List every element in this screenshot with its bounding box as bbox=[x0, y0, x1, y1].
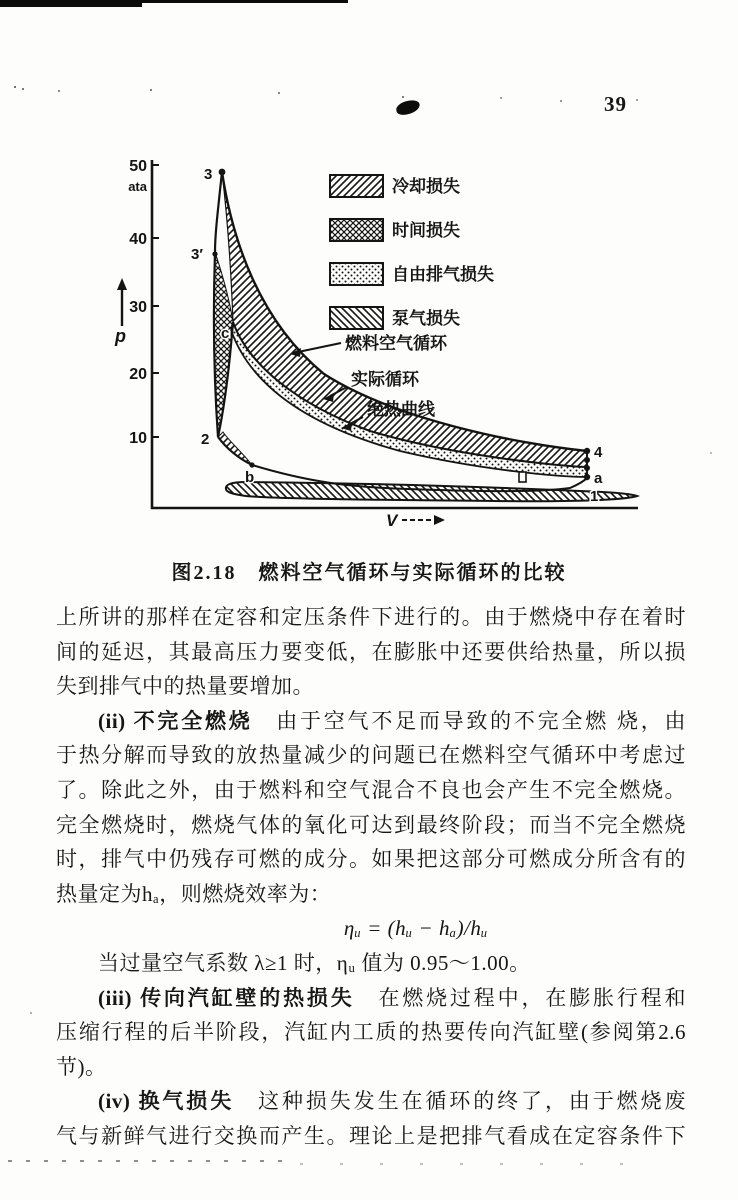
legend-swatch-exhaust bbox=[330, 263, 383, 285]
y-axis-label: p bbox=[115, 326, 126, 346]
point-label-1: 1 bbox=[590, 488, 599, 505]
text-line: 间的延迟，其最高压力要变低，在膨胀中还要供给热量，所以损 bbox=[56, 639, 686, 664]
annotation-actual-cycle: 实际循环 bbox=[351, 370, 419, 389]
text-line: 当过量空气系数 λ≥1 时，ηᵤ 值为 0.95～1.00。 bbox=[98, 950, 531, 975]
point-d-marker bbox=[519, 472, 526, 482]
point-label-3p: 3′ bbox=[191, 246, 203, 263]
text-line: 热量定为hₐ，则燃烧效率为： bbox=[56, 881, 332, 906]
scan-artifact-top-strip bbox=[0, 0, 142, 7]
x-axis-label: V bbox=[386, 511, 398, 530]
right-dot-3 bbox=[584, 465, 590, 471]
text-line: 压缩行程的后半阶段，汽缸内工质的热要传向汽缸壁(参阅第2.6 bbox=[56, 1020, 686, 1045]
point-label-3: 3 bbox=[204, 166, 213, 183]
legend-label-pumping: 泵气损失 bbox=[392, 309, 460, 328]
time-loss-sliver-b bbox=[218, 432, 252, 465]
leader-fuel-air bbox=[298, 343, 341, 352]
text-line: 了。除此之外，由于燃料和空气混合不良也会产生不完全燃烧。 bbox=[56, 777, 686, 802]
y-tick-10: 10 bbox=[129, 430, 147, 447]
text-line: (iv) 换气损失 这种损失发生在循环的终了，由于燃烧废 bbox=[98, 1089, 686, 1114]
point-4-marker bbox=[584, 448, 590, 454]
point-label-b: b bbox=[245, 469, 255, 486]
text-line: 失到排气中的热量要增加。 bbox=[56, 674, 314, 699]
scan-artifact-bottom-dashes2 bbox=[300, 1163, 660, 1165]
y-unit: ata bbox=[128, 179, 147, 194]
legend-swatch-time bbox=[330, 219, 383, 241]
p-axis-arrowhead bbox=[117, 278, 127, 290]
y-tick-50: 50 bbox=[129, 158, 147, 175]
point-label-4: 4 bbox=[594, 444, 603, 461]
page-number: 39 bbox=[604, 92, 627, 116]
legend bbox=[330, 175, 494, 329]
figure-caption: 图2.18 燃料空气循环与实际循环的比较 bbox=[171, 562, 567, 584]
scan-speckles bbox=[0, 0, 2, 2]
y-tick-20: 20 bbox=[129, 366, 147, 383]
legend-label-cooling: 冷却损失 bbox=[392, 177, 460, 196]
figure-2-18 bbox=[98, 148, 643, 540]
point-b-marker bbox=[249, 462, 254, 467]
scan-artifact-bottom-dashes bbox=[8, 1160, 283, 1162]
legend-label-exhaust: 自由排气损失 bbox=[392, 265, 494, 284]
pv-diagram bbox=[98, 148, 643, 540]
point-label-a: a bbox=[594, 470, 603, 487]
point-3-marker bbox=[219, 169, 226, 176]
text-line: 节)。 bbox=[56, 1054, 107, 1079]
ink-blob-artifact bbox=[395, 99, 421, 117]
annotation-adiabatic: 绝热曲线 bbox=[367, 400, 435, 419]
scan-artifact-top-line bbox=[140, 0, 348, 3]
y-tick-30: 30 bbox=[129, 299, 147, 316]
text-line: 上所讲的那样在定容和定压条件下进行的。由于燃烧中存在着时 bbox=[56, 605, 686, 629]
legend-swatch-cooling bbox=[330, 175, 383, 197]
text-line: (ii) 不完全燃烧 由于空气不足而导致的不完全燃 烧，由 bbox=[98, 708, 687, 733]
text-line: 完全燃烧时，燃烧气体的氧化可达到最终阶段；而当不完全燃烧 bbox=[56, 812, 686, 837]
legend-label-time: 时间损失 bbox=[392, 221, 460, 240]
text-line: (iii) 传向汽缸壁的热损失 在燃烧过程中，在膨胀行程和 bbox=[98, 985, 686, 1010]
text-line: 气与新鲜气进行交换而产生。理论上是把排气看成在定容条件下 bbox=[56, 1123, 686, 1148]
point-a-marker bbox=[584, 474, 590, 480]
text-line: 时，排气中仍残存可燃的成分。如果把这部分可燃成分所含有的 bbox=[56, 847, 686, 872]
y-tick-40: 40 bbox=[129, 231, 147, 248]
annotation-fuel-air-cycle: 燃料空气循环 bbox=[345, 334, 447, 353]
x-axis-arrowhead bbox=[434, 515, 445, 525]
point-3p-marker bbox=[212, 251, 217, 256]
text-line: 于热分解而导致的放热量减少的问题已在燃料空气循环中考虑过 bbox=[56, 743, 686, 768]
point-label-c: c bbox=[221, 325, 230, 342]
body-text bbox=[56, 600, 686, 1154]
point-label-2: 2 bbox=[201, 431, 210, 448]
combustion-efficiency-formula: ηᵤ = (hᵤ − hₐ)/hᵤ bbox=[343, 916, 489, 941]
legend-swatch-pumping bbox=[330, 307, 383, 329]
right-dot-2 bbox=[584, 457, 590, 463]
